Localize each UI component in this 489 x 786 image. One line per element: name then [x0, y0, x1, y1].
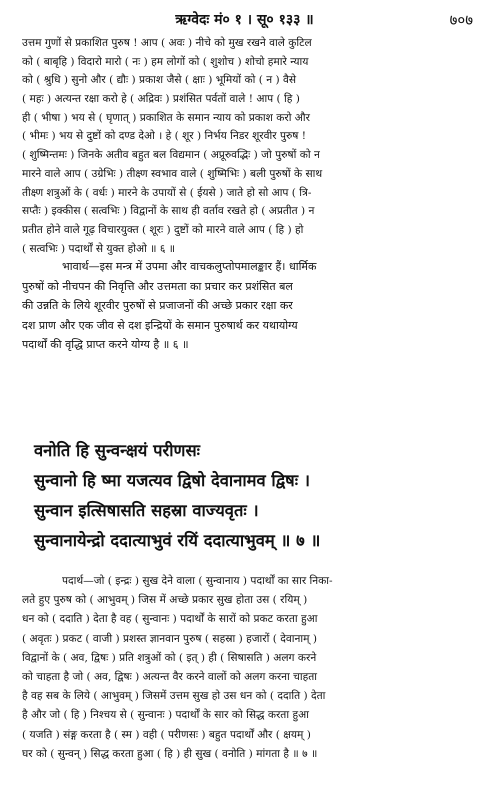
text-line: सप्तैः ) इक्कीस ( सत्वभिः ) विद्वानों के साथ ही वर्ताव रखते हो ( अप्रतीत ) न — [22, 205, 315, 218]
page-header — [0, 8, 489, 34]
text-line: ( अवृतः ) प्रकट ( वाजी ) प्रशस्त ज्ञानवान पुरुष ( सहस्रा ) हजारों ( देवानाम् ) — [22, 632, 317, 645]
text-line: धन को ( ददाति ) देता है वह ( सुन्वानः ) पदार्थों के सारों को प्रकट करता हुआ — [22, 613, 318, 626]
text-line: ( भीमः ) भय से दुष्टों को दण्ड देओ । हे ( शूर ) निर्भय निडर शूरवीर पुरुष ! — [22, 130, 307, 143]
verse-line: सुन्वान इत्सिषासति सहस्रा वाज्यवृतः । — [34, 501, 259, 520]
verse-line: वनोति हि सुन्वन्क्षयं परीणसः — [34, 441, 200, 460]
text-line: ( शुष्मिन्तमः ) जिनके अतीव बहुत बल विद्यमान ( अप्रूरुवद्भिः ) जो पुरुषों को न — [22, 149, 320, 162]
text-line: पदार्थ—जो ( इन्द्रः ) सुख देने वाला ( सुन्वानाय ) पदार्थों का सार निका- — [62, 575, 333, 587]
commentary-paragraph — [22, 34, 474, 258]
text-line: ही ( भीषा ) भय से ( घृणात् ) प्रकाशित के समान न्याय को प्रकाश करो और — [22, 111, 310, 124]
text-line: लते हुए पुरुष को ( आभुवम् ) जिस में अच्छे प्रकार सुख होता उस ( रयिम् ) — [22, 594, 308, 607]
text-line: पुरुषों को नीचपन की निवृत्ति और उत्तमता का प्रचार कर प्रशंसित बल — [22, 279, 293, 293]
text-line: घर को ( सुन्वन् ) सिद्ध करता हुआ ( हि ) ही सुख ( वनोति ) मांगता है ॥ ७ ॥ — [22, 747, 318, 760]
padarth-paragraph — [22, 572, 474, 764]
text-line: भावार्थ—इस मन्त्र में उपमा और वाचकलुप्तोपमालङ्कार हैं। धार्मिक — [62, 260, 317, 273]
text-line: ( यजति ) संङ्ग करता है ( स्म ) वही ( परीणसः ) बहुत पदार्थों और ( क्षयम् ) — [22, 728, 311, 741]
text-line: को चाहता है जो ( अव, द्विषः ) अत्यन्त वैर करने वालों को अलग करना चाहता — [22, 670, 318, 683]
verse-line: सुन्वानो हि ष्मा यजत्यव द्विषो देवानामव द्विषः । — [34, 471, 311, 490]
text-line: प्रतीत होने वाले गूढ़ विचारयुक्त ( शूरः ) दुष्टों को मारने वाले आप ( हि ) हो — [22, 223, 304, 236]
text-line: की उन्नति के लिये शूरवीर पुरुषों से प्रजाजनों की अच्छे प्रकार रक्षा कर — [22, 299, 293, 313]
text-line: तीक्ष्ण शत्रुओं के ( वर्धः ) मारने के उपायों से ( ईयसे ) जाते हो सो आप ( त्रि- — [22, 186, 312, 199]
text-line: को ( बाबृहि ) विदारो मारो ( नः ) हम लोगों को ( शुशोच ) शोचो हमारे न्याय — [22, 55, 309, 68]
text-line: उत्तम गुणों से प्रकाशित पुरुष ! आप ( अवः ) नीचे को मुख रखने वाले कुटिल — [22, 37, 312, 49]
text-line: को ( श्रुधि ) सुनो और ( द्यौः ) प्रकाश जैसे ( क्षाः ) भूमियों को ( न ) वैसे — [22, 74, 297, 87]
text-line: पदार्थों की वृद्धि प्राप्त करने योग्य है ॥ ६ ॥ — [22, 338, 189, 352]
text-line: ( सत्वभिः ) पदार्थों से युक्त होओ ॥ ६ ॥ — [22, 242, 176, 255]
text-line: है और जो ( हि ) निश्चय से ( सुन्वानः ) पदार्थों के सार को सिद्ध करता हुआ — [22, 709, 309, 722]
page-title: ऋग्वेदः मं० १ । सू० १३३ ॥ — [175, 12, 314, 28]
verse-line: सुन्वानायेन्द्रो ददात्याभुवं रयिं ददात्याभुवम् ॥ ७ ॥ — [34, 531, 321, 550]
text-line: है वह सब के लिये ( आभुवम् ) जिसमें उत्तम सुख हो उस धन को ( ददाति ) देता — [22, 690, 326, 703]
text-line: दश प्राण और एक जीव से दश इन्द्रियों के समान पुरुषार्थ कर यथायोग्य — [22, 318, 298, 332]
bhavarth-paragraph — [22, 257, 474, 355]
text-line: ( महः ) अत्यन्त रक्षा करो हे ( अद्रिवः ) प्रशंसित पर्वतों वाले ! आप ( हि ) — [22, 93, 300, 106]
text-line: विद्वानों के ( अव, द्विषः ) प्रति शत्रुओं को ( इत् ) ही ( सिषासति ) अलग करने — [22, 651, 317, 664]
page-number: ७०७ — [449, 11, 473, 29]
mantra-verse — [34, 436, 474, 556]
text-line: मारने वाले आप ( उग्रेभिः ) तीक्ष्ण स्वभाव वाले ( शुष्मिभिः ) बली पुरुषों के साथ — [22, 167, 323, 180]
